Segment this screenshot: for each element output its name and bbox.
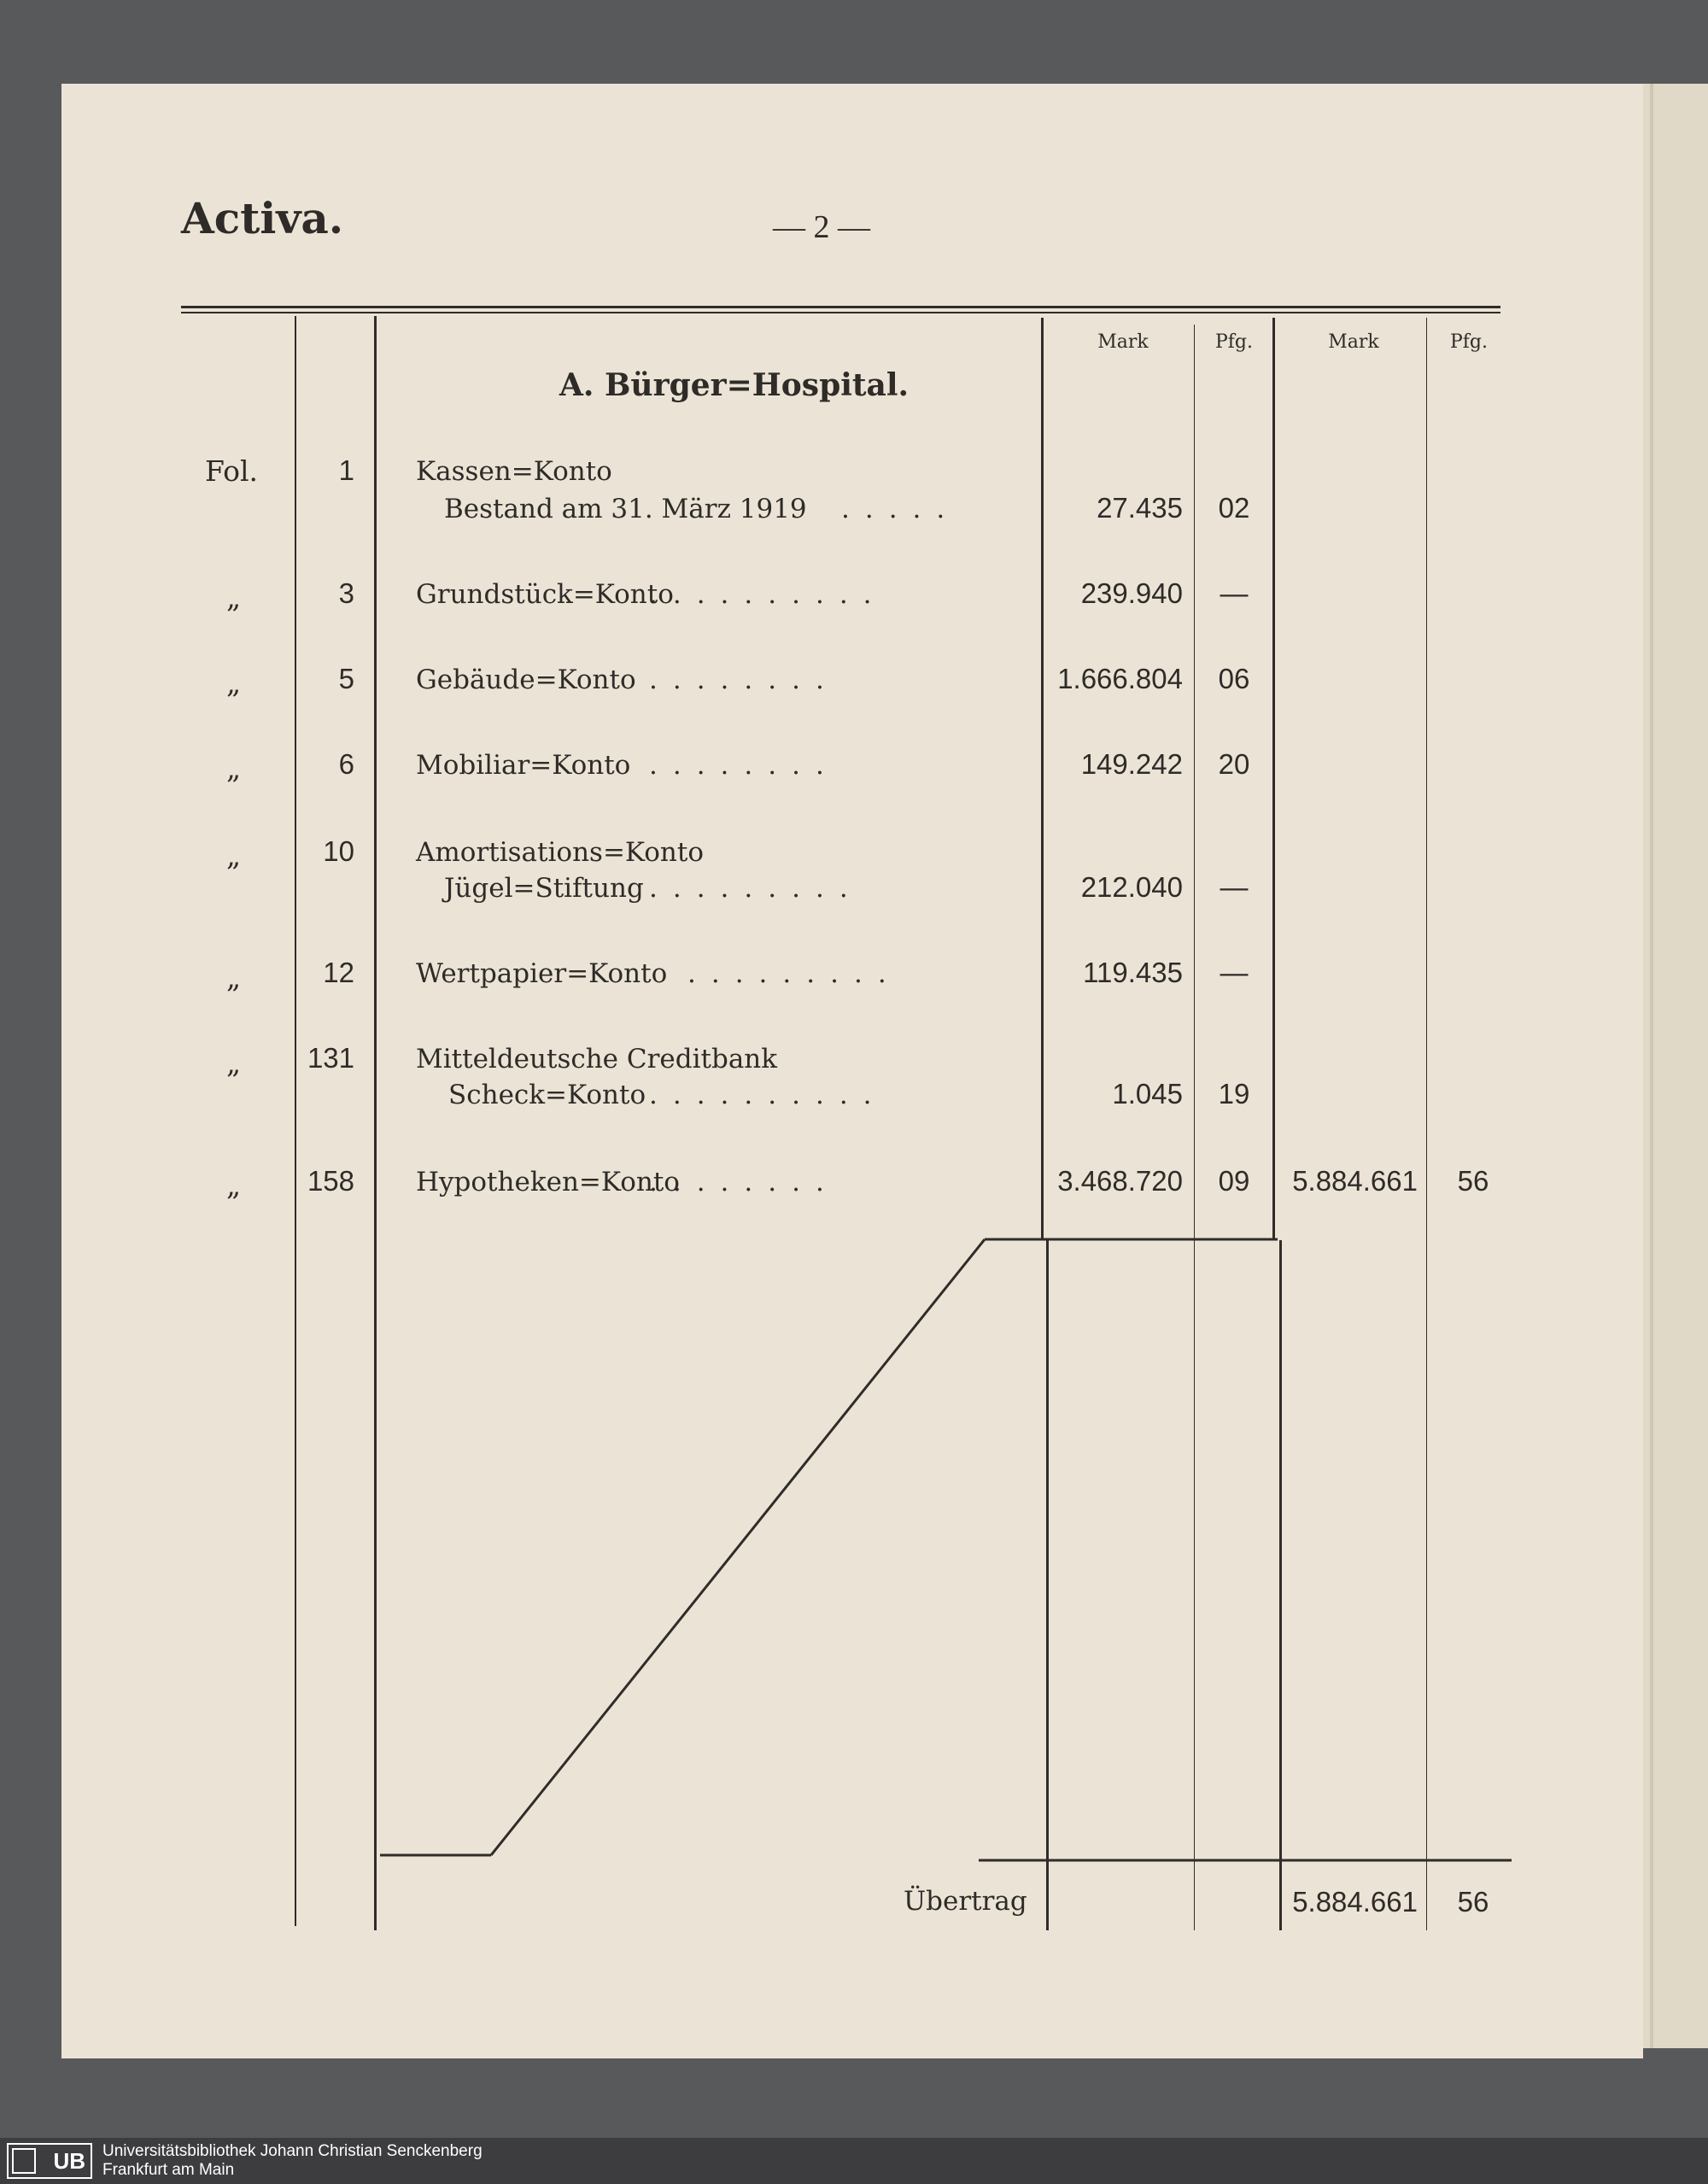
col-head-pfg-2: Pfg. xyxy=(1449,331,1489,353)
pfg-value: — xyxy=(1220,871,1249,903)
account-name: Wertpapier=Konto xyxy=(416,958,668,989)
section-title: A. Bürger=Hospital. xyxy=(559,367,910,403)
folio-number: 10 xyxy=(323,835,354,867)
account-name: Hypotheken=Konto xyxy=(416,1167,680,1197)
leader-dots: ........ xyxy=(649,665,839,695)
col-head-mark-2: Mark xyxy=(1328,331,1379,353)
folio-number: 131 xyxy=(307,1042,354,1074)
account-detail: Scheck=Konto xyxy=(448,1080,646,1110)
carry-label: Übertrag xyxy=(904,1886,1027,1917)
mark-value: 149.242 xyxy=(1080,748,1183,780)
account-detail: Bestand am 31. März 1919 xyxy=(444,494,807,524)
folio-number: 6 xyxy=(338,748,354,780)
account-name: Kassen=Konto xyxy=(416,456,612,487)
col-head-mark-1: Mark xyxy=(1097,331,1149,353)
leader-dots: ..... xyxy=(841,494,961,524)
logo-text: UB xyxy=(53,2147,85,2174)
carry-mark: 5.884.661 xyxy=(1292,1886,1418,1918)
mark-value: 3.468.720 xyxy=(1057,1165,1183,1197)
ditto-mark: „ xyxy=(226,839,242,872)
ditto-mark: „ xyxy=(226,1046,242,1080)
pfg-value: — xyxy=(1220,957,1249,988)
logo-emblem-icon xyxy=(12,2148,36,2174)
library-footer xyxy=(0,2138,1708,2184)
library-location: Frankfurt am Main xyxy=(102,2161,235,2179)
mark-value: 1.045 xyxy=(1112,1078,1183,1110)
col-head-pfg-1: Pfg. xyxy=(1214,331,1254,353)
pfg-value: — xyxy=(1220,577,1249,609)
pfg-value: 20 xyxy=(1218,748,1250,780)
folio-number: 5 xyxy=(338,663,354,694)
account-detail: Jügel=Stiftung xyxy=(444,873,644,904)
carry-pfg: 56 xyxy=(1457,1886,1489,1918)
library-logo xyxy=(7,2143,92,2179)
fol-label: Fol. xyxy=(205,454,259,488)
leader-dots: ......... xyxy=(687,958,902,989)
leader-dots: ......... xyxy=(649,873,863,904)
ditto-mark: „ xyxy=(226,752,242,785)
diagonal-filler-line xyxy=(491,1239,985,1855)
account-name: Amortisations=Konto xyxy=(416,837,704,868)
leader-dots: ........ xyxy=(649,1167,839,1197)
mark-value: 212.040 xyxy=(1080,871,1183,903)
pfg-value: 02 xyxy=(1218,492,1250,524)
folio-number: 12 xyxy=(323,957,354,988)
account-name: Gebäude=Konto xyxy=(416,665,636,695)
mark-value: 1.666.804 xyxy=(1057,663,1183,694)
library-name: Universitätsbibliothek Johann Christian Senckenberg xyxy=(102,2142,483,2160)
folio-number: 3 xyxy=(338,577,354,609)
account-name: Grundstück=Konto xyxy=(416,579,674,610)
ditto-mark: „ xyxy=(226,666,242,700)
leader-dots: ........ xyxy=(649,750,839,781)
folio-number: 158 xyxy=(307,1165,354,1197)
mark-value: 239.940 xyxy=(1080,577,1183,609)
mark-value: 27.435 xyxy=(1097,492,1183,524)
pfg-value: 09 xyxy=(1218,1165,1250,1197)
subtotal-mark: 5.884.661 xyxy=(1292,1165,1418,1197)
page-title: Activa. xyxy=(181,193,344,243)
leader-dots: .......... xyxy=(649,1080,887,1110)
subtotal-pfg: 56 xyxy=(1457,1165,1489,1197)
ditto-mark: „ xyxy=(226,961,242,994)
mark-value: 119.435 xyxy=(1083,957,1183,988)
page-number: — 2 — xyxy=(773,209,870,245)
pfg-value: 06 xyxy=(1218,663,1250,694)
account-name: Mitteldeutsche Creditbank xyxy=(416,1044,778,1074)
pfg-value: 19 xyxy=(1218,1078,1250,1110)
leader-dots: .......... xyxy=(649,579,887,610)
folio-number: 1 xyxy=(338,454,354,486)
account-name: Mobiliar=Konto xyxy=(416,750,631,781)
ditto-mark: „ xyxy=(226,1168,242,1202)
ditto-mark: „ xyxy=(226,581,242,614)
